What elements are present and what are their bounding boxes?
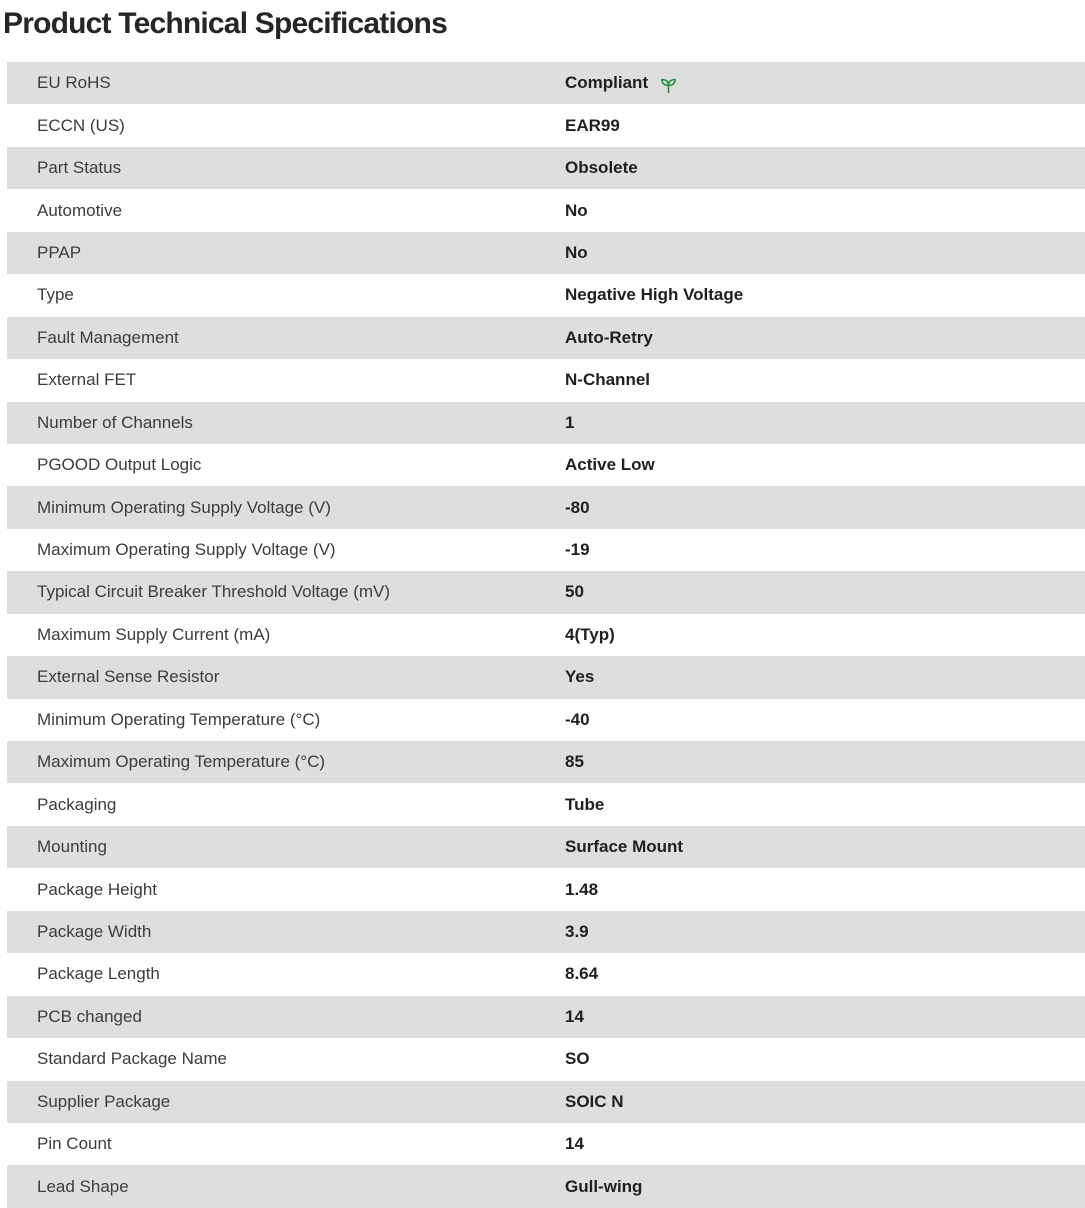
spec-table — [7, 62, 1085, 1208]
spec-value — [565, 498, 1085, 518]
spec-value-text: N-Channel — [565, 370, 650, 390]
spec-value-text: Gull-wing — [565, 1176, 643, 1196]
spec-value-text: EAR99 — [565, 115, 620, 135]
spec-value — [565, 370, 1085, 390]
table-row — [7, 486, 1085, 528]
spec-value-text: Negative High Voltage — [565, 285, 744, 305]
spec-value-text: SOIC N — [565, 1091, 624, 1111]
spec-label: Package Height — [37, 879, 158, 899]
spec-value — [565, 73, 1085, 94]
spec-value-text: Surface Mount — [565, 837, 684, 857]
spec-value-text: 85 — [565, 752, 584, 772]
spec-value-text: 3.9 — [565, 921, 589, 941]
spec-value-text: Obsolete — [565, 158, 638, 178]
spec-value — [565, 752, 1085, 772]
spec-value-text: Auto-Retry — [565, 327, 653, 347]
spec-value — [565, 1092, 1085, 1112]
spec-value — [565, 328, 1085, 348]
spec-value — [565, 158, 1085, 178]
spec-label: Type — [37, 285, 74, 305]
spec-value-text: 14 — [565, 1134, 584, 1154]
spec-value — [565, 795, 1085, 815]
spec-value — [565, 837, 1085, 857]
spec-value — [565, 964, 1085, 984]
spec-label: Fault Management — [37, 327, 179, 347]
table-row — [7, 953, 1085, 995]
table-row — [7, 826, 1085, 868]
table-row — [7, 232, 1085, 274]
spec-value-text: 50 — [565, 582, 584, 602]
page-title: Product Technical Specifications — [3, 7, 447, 40]
spec-value-text: 14 — [565, 1006, 584, 1026]
spec-value-text: 8.64 — [565, 964, 599, 984]
spec-label: Typical Circuit Breaker Threshold Voltage (mV) — [37, 582, 391, 602]
spec-value-text: 4(Typ) — [565, 624, 615, 644]
table-row — [7, 317, 1085, 359]
spec-label: External FET — [37, 370, 137, 390]
spec-value — [565, 582, 1085, 602]
spec-label: Automotive — [37, 200, 123, 220]
table-row — [7, 104, 1085, 146]
spec-value-text: SO — [565, 1049, 590, 1069]
spec-value — [565, 1049, 1085, 1069]
spec-value-text: 1.48 — [565, 879, 599, 899]
spec-value-text: 1 — [565, 412, 575, 432]
spec-value — [565, 455, 1085, 475]
spec-label: Mounting — [37, 837, 107, 857]
spec-label: Supplier Package — [37, 1091, 171, 1111]
table-row — [7, 571, 1085, 613]
spec-label: Part Status — [37, 158, 122, 178]
table-row — [7, 359, 1085, 401]
spec-value — [565, 540, 1085, 560]
spec-value-text: No — [565, 242, 588, 262]
spec-label: Lead Shape — [37, 1176, 129, 1196]
spec-label: Package Length — [37, 964, 160, 984]
table-row — [7, 868, 1085, 910]
spec-value — [565, 201, 1085, 221]
spec-label: Package Width — [37, 921, 152, 941]
spec-label: Pin Count — [37, 1134, 112, 1154]
spec-value — [565, 243, 1085, 263]
spec-value-text: Tube — [565, 794, 605, 814]
spec-label: ECCN (US) — [37, 115, 125, 135]
spec-value-text: No — [565, 200, 588, 220]
table-row — [7, 783, 1085, 825]
spec-label: Packaging — [37, 794, 117, 814]
spec-label: Minimum Operating Supply Voltage (V) — [37, 497, 331, 517]
table-row — [7, 1038, 1085, 1080]
table-row — [7, 656, 1085, 698]
spec-label: PPAP — [37, 242, 82, 262]
spec-label: Standard Package Name — [37, 1049, 227, 1069]
spec-value — [565, 880, 1085, 900]
leaf-icon — [658, 74, 679, 95]
spec-value-text: -80 — [565, 497, 590, 517]
spec-value — [565, 1177, 1085, 1197]
table-row — [7, 911, 1085, 953]
spec-label: External Sense Resistor — [37, 667, 220, 687]
spec-label: EU RoHS — [37, 73, 111, 93]
spec-value-text: -19 — [565, 540, 590, 560]
spec-label: Maximum Operating Temperature (°C) — [37, 752, 326, 772]
spec-value — [565, 922, 1085, 942]
table-row — [7, 147, 1085, 189]
spec-value — [565, 1007, 1085, 1027]
spec-label: PCB changed — [37, 1006, 142, 1026]
table-row — [7, 614, 1085, 656]
table-row — [7, 1123, 1085, 1165]
spec-value — [565, 413, 1085, 433]
table-row — [7, 402, 1085, 444]
spec-label: Minimum Operating Temperature (°C) — [37, 709, 321, 729]
table-row — [7, 444, 1085, 486]
table-row — [7, 1081, 1085, 1123]
spec-label: Maximum Supply Current (mA) — [37, 624, 271, 644]
spec-value — [565, 667, 1085, 687]
spec-label: PGOOD Output Logic — [37, 455, 202, 475]
spec-value — [565, 625, 1085, 645]
spec-value — [565, 116, 1085, 136]
spec-value-text: Active Low — [565, 455, 655, 475]
spec-value-text: Yes — [565, 667, 595, 687]
spec-value-text: -40 — [565, 709, 590, 729]
table-row — [7, 699, 1085, 741]
spec-label: Maximum Operating Supply Voltage (V) — [37, 540, 336, 560]
spec-value — [565, 710, 1085, 730]
table-row — [7, 189, 1085, 231]
spec-value — [565, 285, 1085, 305]
table-row — [7, 741, 1085, 783]
table-row — [7, 1165, 1085, 1207]
table-row — [7, 62, 1085, 104]
spec-value — [565, 1134, 1085, 1154]
table-row — [7, 274, 1085, 316]
table-row — [7, 996, 1085, 1038]
spec-value-text: Compliant — [565, 73, 649, 93]
table-row — [7, 529, 1085, 571]
spec-label: Number of Channels — [37, 412, 193, 432]
